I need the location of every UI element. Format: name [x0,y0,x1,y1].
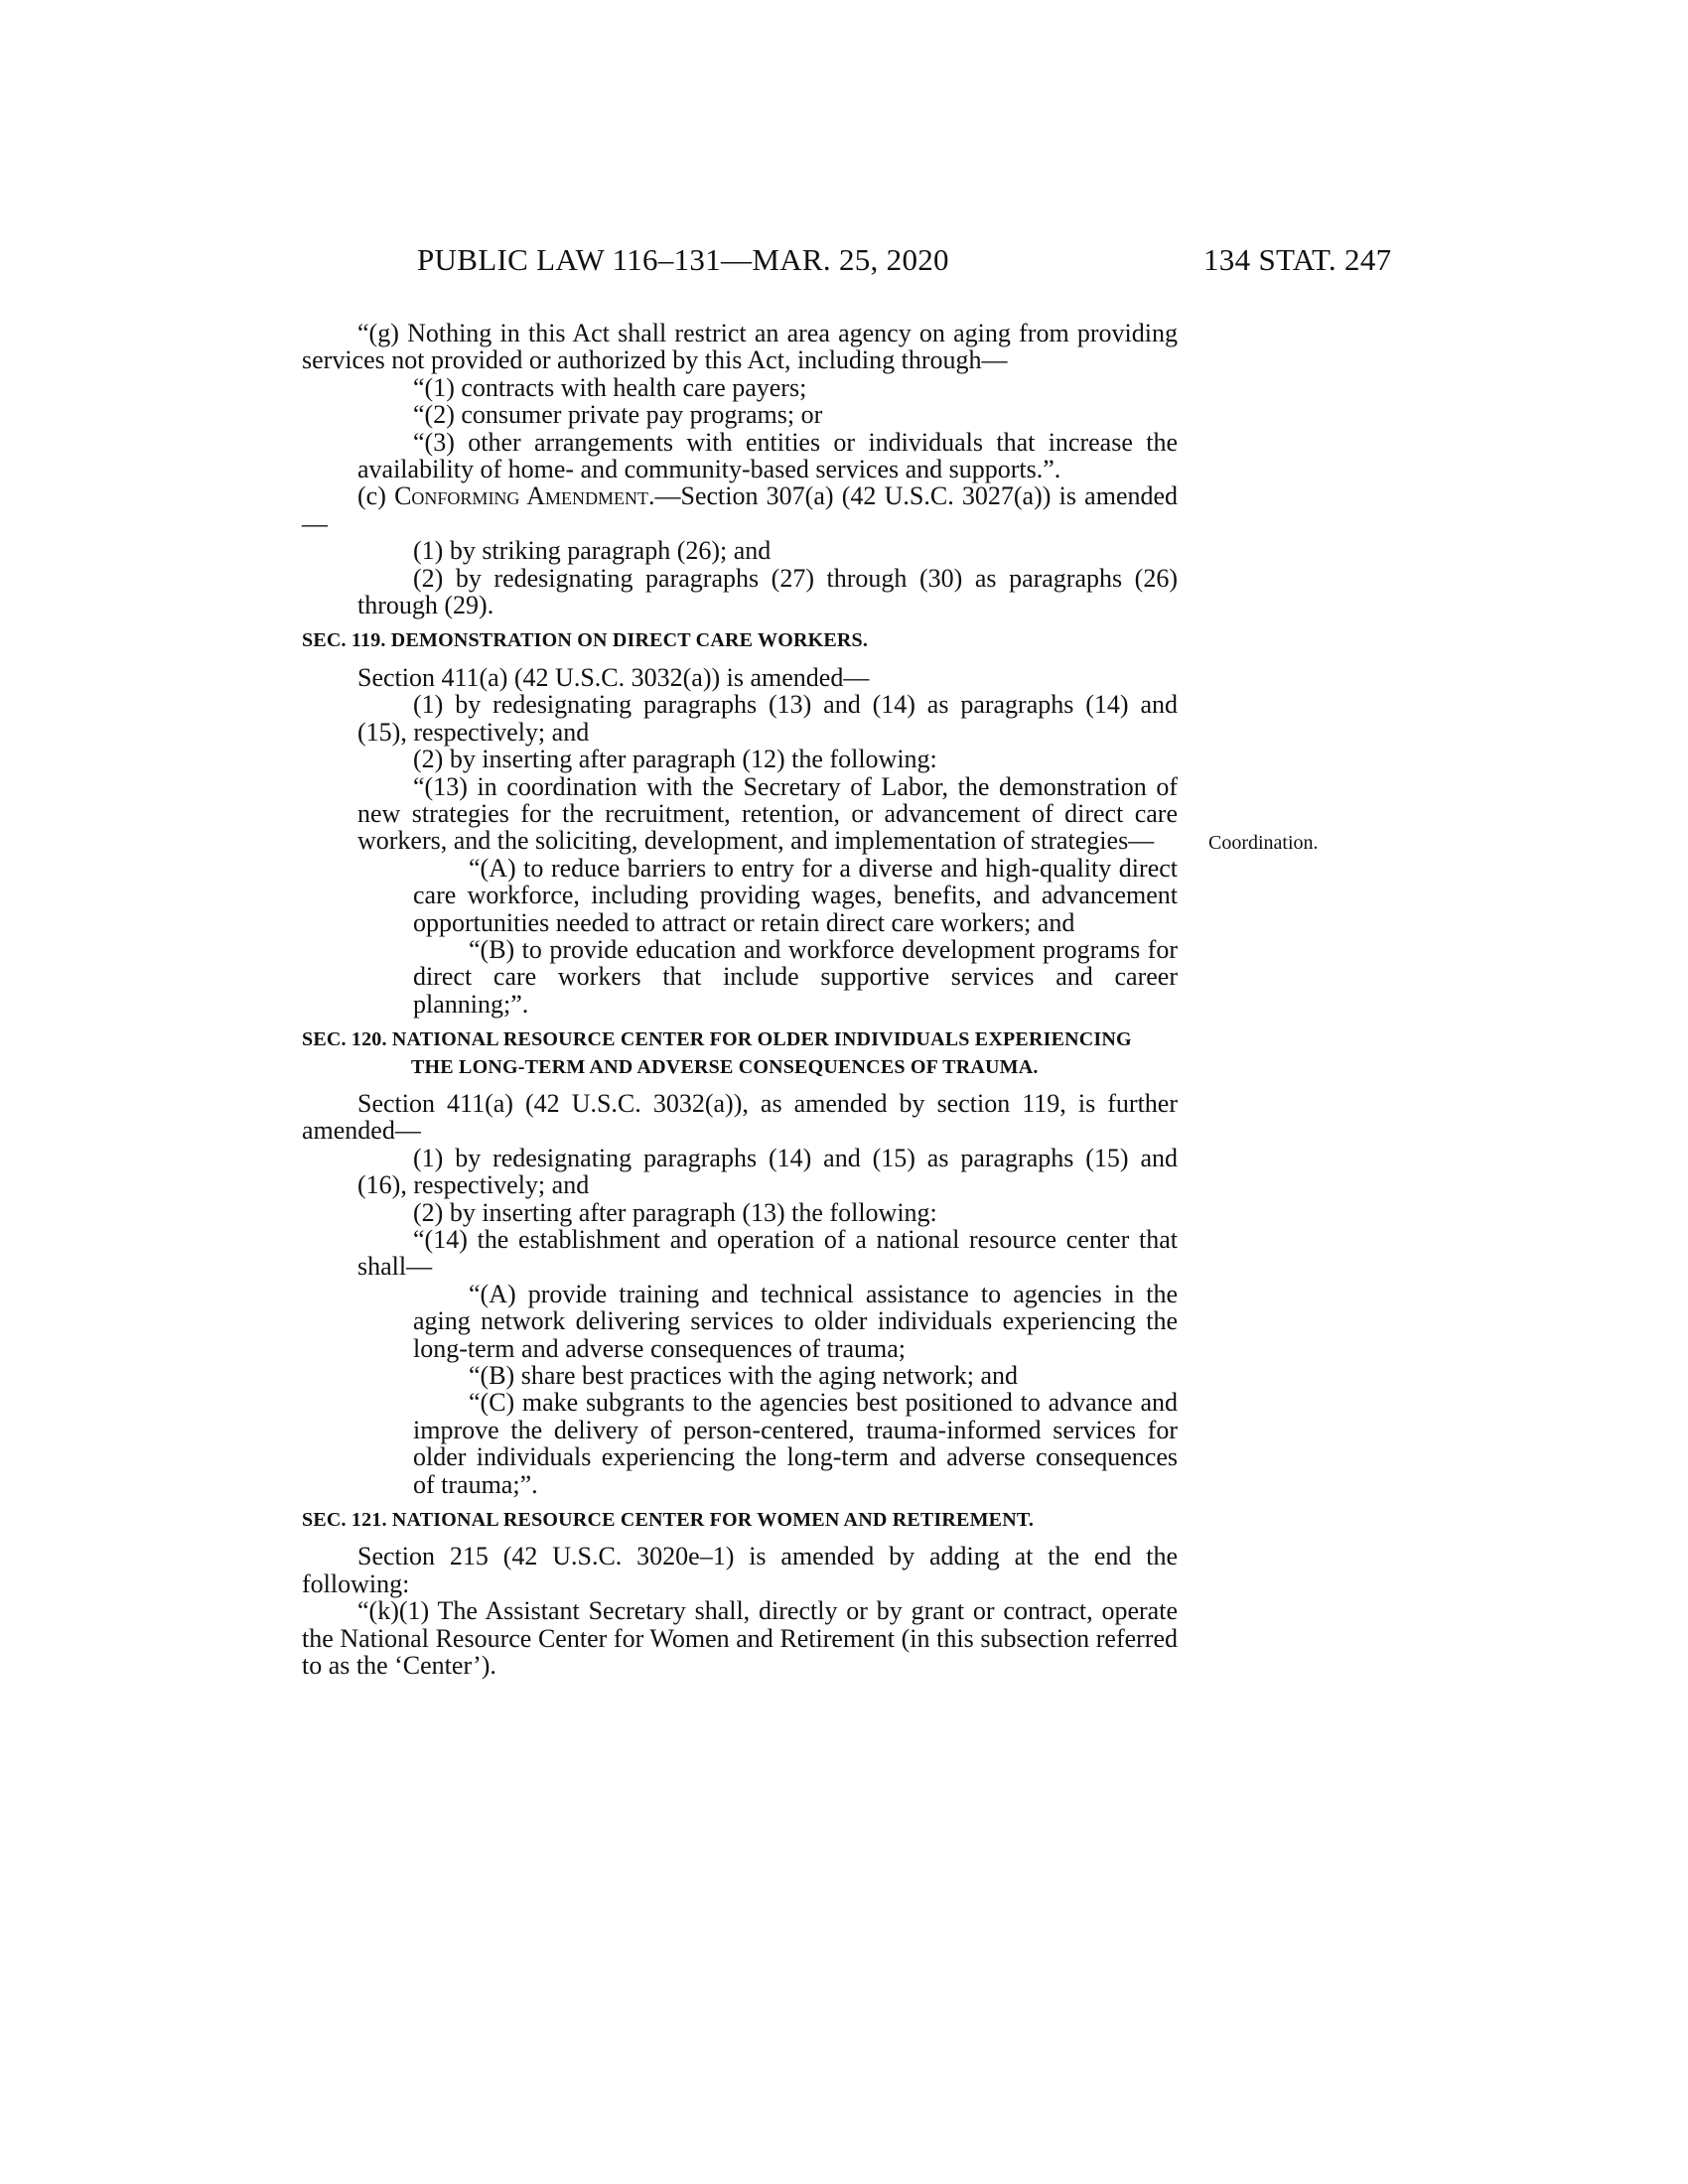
section-119-intro: Section 411(a) (42 U.S.C. 3032(a)) is amended— [357,662,870,692]
section-120-para-14: “(14) the establishment and operation of a national resource center that shall— [357,1225,1178,1282]
running-header-title: PUBLIC LAW 116–131—MAR. 25, 2020 [417,242,949,277]
paragraph-g-1: “(1) contracts with health care payers; [413,372,807,402]
subsection-c-caption: Conforming Amendment [394,481,648,511]
subsection-c-label: (c) [357,481,395,511]
section-119-1: (1) by redesignating paragraphs (13) and (14) as paragraphs (14) and (15), respectively; and [357,690,1178,747]
section-119-2: (2) by inserting after paragraph (12) the following: [413,745,937,774]
section-120-heading: SEC. 120. NATIONAL RESOURCE CENTER FOR OLDER INDIVIDUALS EXPERIENCING THE LONG-TERM AND ADVERSE CONSEQUENCES OF TRAUMA. [302,1028,1132,1078]
section-120-para-14-C: “(C) make subgrants to the agencies best positioned to advance and improve the delivery of person-centered, trauma-informed services for older individuals experiencing the long-term and adverse consequences of trauma;”. [413,1388,1178,1499]
section-119-heading: SEC. 119. DEMONSTRATION ON DIRECT CARE WORKERS. [302,629,869,652]
paragraph-g: “(g) Nothing in this Act shall restrict an area agency on aging from providing services not provided or authorized by this Act, including through— [302,319,1178,375]
section-121-intro: Section 215 (42 U.S.C. 3020e–1) is amended by adding at the end the following: [302,1542,1178,1598]
section-119-para-13: “(13) in coordination with the Secretary of Labor, the demonstration of new strategies for the recruitment, retention, or advancement of direct care workers, and the soliciting, development, and implementation of strategies— [357,771,1178,856]
section-120-para-14-A: “(A) provide training and technical assistance to agencies in the aging network delivering services to older individuals experiencing the long-term and adverse consequences of trauma; [413,1279,1178,1363]
section-121-heading: SEC. 121. NATIONAL RESOURCE CENTER FOR WOMEN AND RETIREMENT. [302,1509,1035,1532]
page-citation: 134 STAT. 247 [1203,242,1392,277]
section-120-intro: Section 411(a) (42 U.S.C. 3032(a)), as amended by section 119, is further amended— [302,1088,1178,1146]
paragraph-g-3: “(3) other arrangements with entities or individuals that increase the availability of home- and community-based services and supports.”. [357,427,1178,484]
statute-body [302,320,1178,1680]
section-120-para-14-B: “(B) share best practices with the aging network; and [469,1361,1019,1391]
subsection-c-text: .—Section 307(a) (42 U.S.C. 3027(a)) is amended— [302,481,1179,538]
section-119-para-13-A: “(A) to reduce barriers to entry for a diverse and high-quality direct care workforce, including providing wages, benefits, and advancement opportunities needed to attract or retain direct care workers; and [413,853,1178,937]
paragraph-g-2: “(2) consumer private pay programs; or [413,400,823,430]
subsection-c [302,482,1178,537]
margin-note: Coordination. [1208,832,1319,854]
subsection-c-1: (1) by striking paragraph (26); and [413,536,772,566]
section-119-para-13-B: “(B) to provide education and workforce development programs for direct care workers that include supportive services and career planning;”. [413,934,1178,1019]
section-121-para-k1: “(k)(1) The Assistant Secretary shall, directly or by grant or contract, operate the National Resource Center for Women and Retirement (in this subsection referred to as the ‘Center’). [302,1596,1178,1681]
section-120-2: (2) by inserting after paragraph (13) the following: [413,1197,937,1227]
subsection-c-2: (2) by redesignating paragraphs (27) through (30) as paragraphs (26) through (29). [357,563,1178,620]
section-120-1: (1) by redesignating paragraphs (14) and (15) as paragraphs (15) and (16), respectively; and [357,1143,1178,1200]
